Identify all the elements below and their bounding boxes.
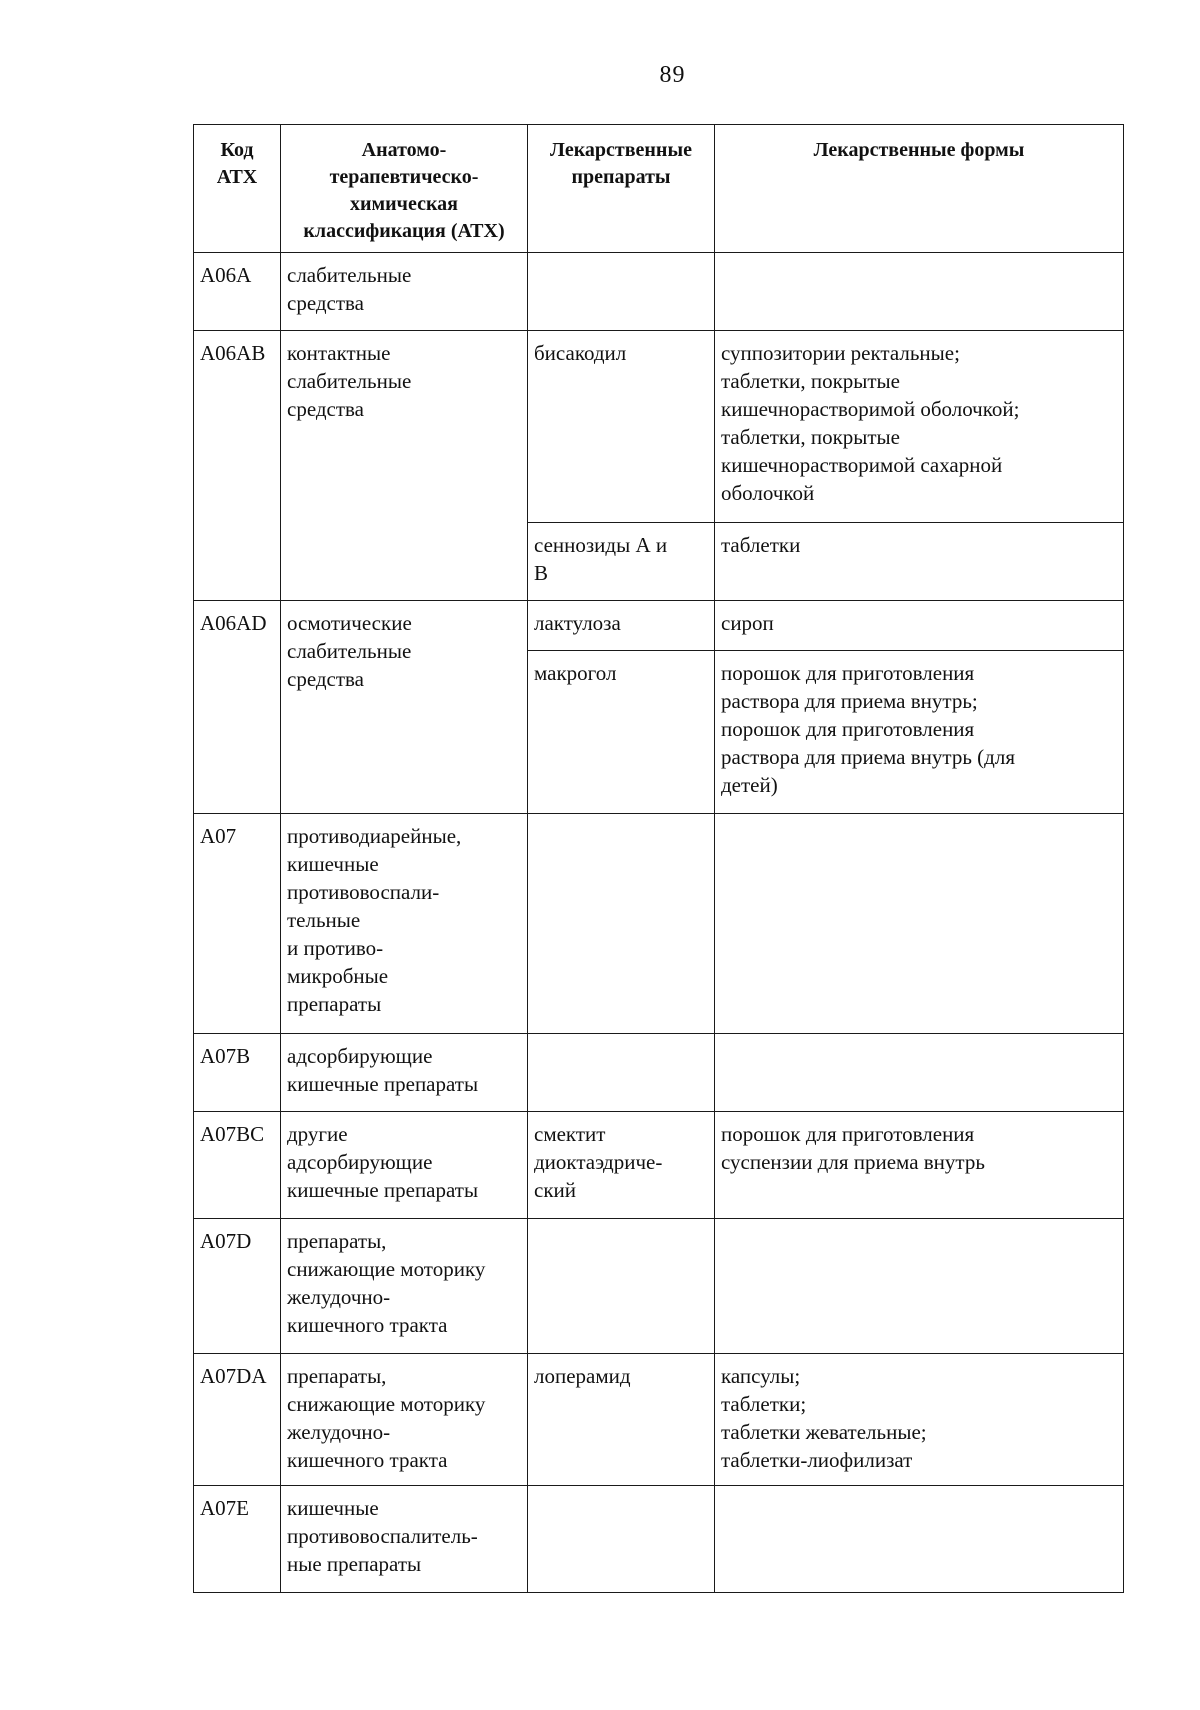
table-row: [194, 1486, 1124, 1593]
drug-cell: [528, 814, 715, 1034]
classification-cell: кишечные противовоспалитель- ные препараты: [281, 1486, 528, 1593]
table-row: [194, 1354, 1124, 1486]
drug-cell: сеннозиды А и В: [528, 523, 715, 601]
table-row: [194, 1219, 1124, 1354]
dosage-form-cell: [715, 1219, 1124, 1354]
dosage-form-cell: сироп: [715, 601, 1124, 651]
drug-cell: лоперамид: [528, 1354, 715, 1486]
classification-cell: адсорбирующие кишечные препараты: [281, 1034, 528, 1112]
drug-cell: бисакодил: [528, 331, 715, 523]
atc-drug-table: [193, 124, 1124, 1593]
classification-cell: слабительные средства: [281, 253, 528, 331]
table-row: [194, 1034, 1124, 1112]
table-row: [194, 601, 1124, 651]
atc-code-cell: A07DA: [194, 1354, 281, 1486]
dosage-form-cell: [715, 253, 1124, 331]
dosage-form-cell: [715, 814, 1124, 1034]
classification-cell: контактные слабительные средства: [281, 331, 528, 601]
dosage-form-cell: [715, 1486, 1124, 1593]
header-atc-classification: Анатомо- терапевтическо- химическая классификация (АТХ): [281, 125, 528, 253]
header-atc-code: Код АТХ: [194, 125, 281, 253]
atc-code-cell: A07BC: [194, 1112, 281, 1219]
atc-code-cell: A07E: [194, 1486, 281, 1593]
dosage-form-cell: [715, 1034, 1124, 1112]
dosage-form-cell: порошок для приготовления раствора для приема внутрь; порошок для приготовления раствора для приема внутрь (для детей): [715, 651, 1124, 814]
atc-code-cell: A07B: [194, 1034, 281, 1112]
page-number: 89: [659, 62, 686, 88]
drug-cell: [528, 253, 715, 331]
dosage-form-cell: порошок для приготовления суспензии для приема внутрь: [715, 1112, 1124, 1219]
atc-code-cell: A07: [194, 814, 281, 1034]
drug-cell: макрогол: [528, 651, 715, 814]
drug-cell: смектит диоктаэдриче- ский: [528, 1112, 715, 1219]
table-row: [194, 253, 1124, 331]
table-row: [194, 331, 1124, 523]
classification-cell: противодиарейные, кишечные противовоспали- тельные и противо- микробные препараты: [281, 814, 528, 1034]
classification-cell: препараты, снижающие моторику желудочно- кишечного тракта: [281, 1219, 528, 1354]
dosage-form-cell: таблетки: [715, 523, 1124, 601]
atc-code-cell: A06A: [194, 253, 281, 331]
classification-cell: осмотические слабительные средства: [281, 601, 528, 814]
classification-cell: другие адсорбирующие кишечные препараты: [281, 1112, 528, 1219]
drug-cell: [528, 1219, 715, 1354]
table-header-row: [194, 125, 1124, 253]
classification-cell: препараты, снижающие моторику желудочно- кишечного тракта: [281, 1354, 528, 1486]
header-drugs: Лекарственные препараты: [528, 125, 715, 253]
dosage-form-cell: суппозитории ректальные; таблетки, покрытые кишечнорастворимой оболочкой; таблетки, покрытые кишечнорастворимой сахарной оболочкой: [715, 331, 1124, 523]
drug-cell: лактулоза: [528, 601, 715, 651]
table-row: [194, 814, 1124, 1034]
dosage-form-cell: капсулы; таблетки; таблетки жевательные; таблетки-лиофилизат: [715, 1354, 1124, 1486]
drug-cell: [528, 1034, 715, 1112]
atc-code-cell: A06AB: [194, 331, 281, 601]
drug-cell: [528, 1486, 715, 1593]
table-row: [194, 1112, 1124, 1219]
atc-code-cell: A06AD: [194, 601, 281, 814]
header-dosage-forms: Лекарственные формы: [715, 125, 1124, 253]
atc-code-cell: A07D: [194, 1219, 281, 1354]
